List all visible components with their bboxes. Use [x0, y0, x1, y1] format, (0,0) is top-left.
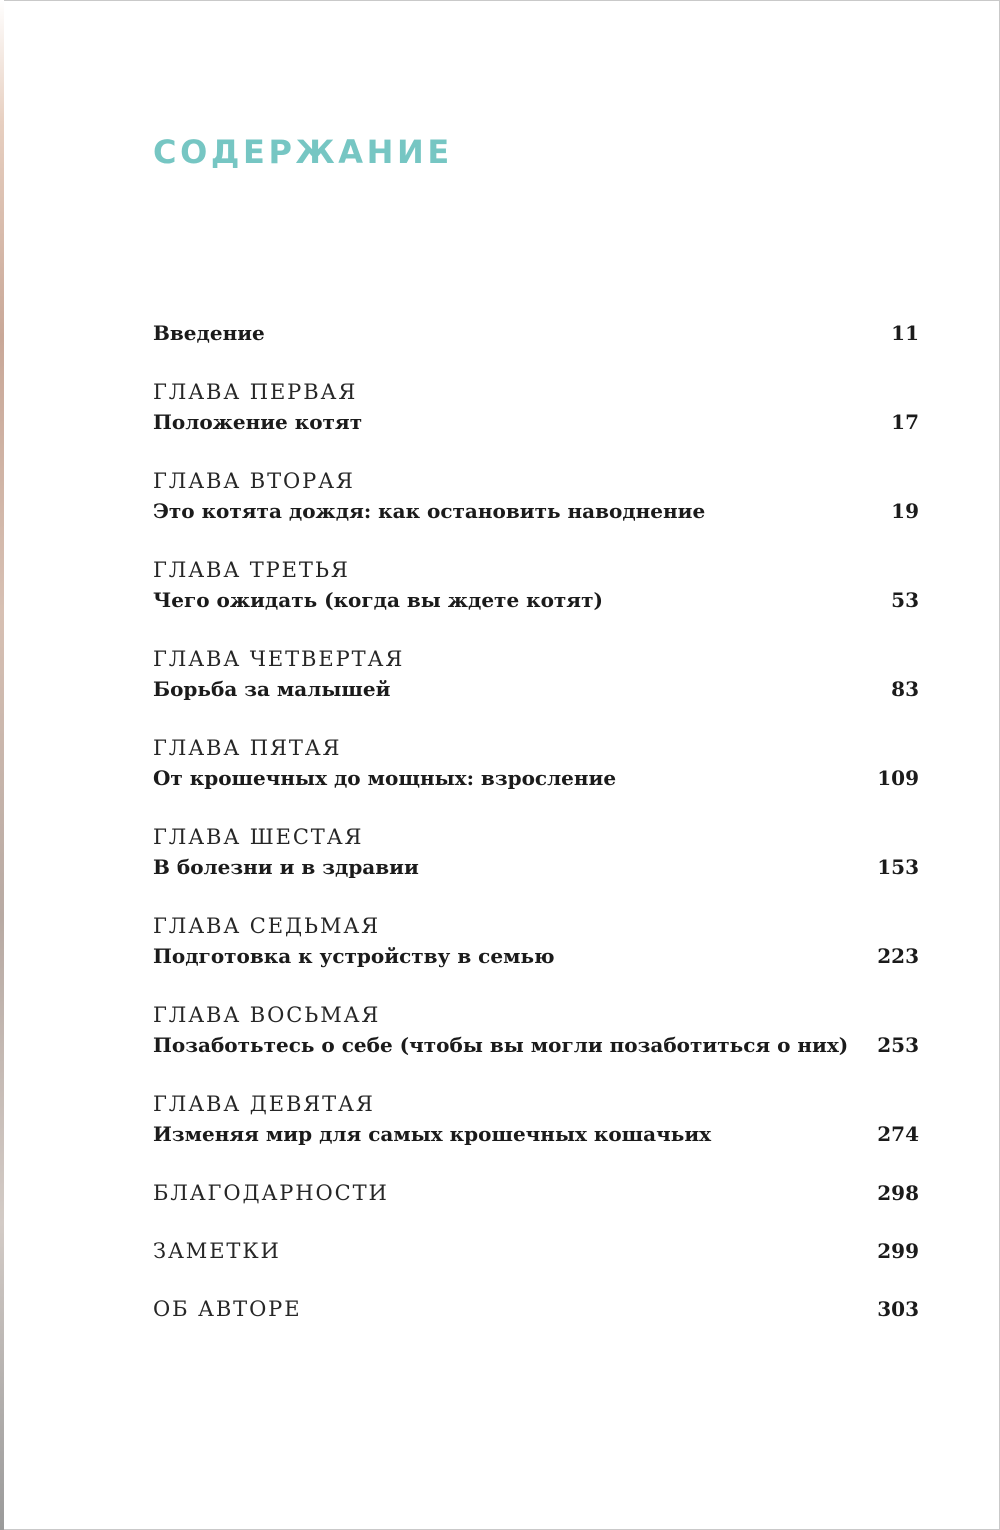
toc-page-number: 83	[891, 677, 919, 701]
table-of-contents	[153, 318, 919, 1352]
chapter-heading: ГЛАВА ТРЕТЬЯ	[153, 558, 350, 582]
chapter-heading: ГЛАВА ШЕСТАЯ	[153, 825, 364, 849]
toc-page-number: 19	[891, 499, 919, 523]
toc-entry-chapter-2[interactable]	[153, 466, 919, 526]
toc-entry-notes[interactable]	[153, 1236, 919, 1266]
toc-page-number: 53	[891, 588, 919, 612]
chapter-heading: ГЛАВА СЕДЬМАЯ	[153, 914, 381, 938]
chapter-heading: ГЛАВА ЧЕТВЕРТАЯ	[153, 647, 405, 671]
toc-page-number: 109	[877, 766, 919, 790]
toc-page-number: 223	[877, 944, 919, 968]
toc-page-number: 274	[877, 1122, 919, 1146]
chapter-title: Подготовка к устройству в семью	[153, 944, 555, 968]
toc-page-number: 299	[877, 1239, 919, 1263]
chapter-title: В болезни и в здравии	[153, 855, 419, 879]
toc-page-number: 11	[891, 321, 919, 345]
toc-page-number: 303	[877, 1297, 919, 1321]
toc-entry-title: ЗАМЕТКИ	[153, 1239, 281, 1263]
chapter-heading: ГЛАВА ВОСЬМАЯ	[153, 1003, 381, 1027]
chapter-heading: ГЛАВА ВТОРАЯ	[153, 469, 355, 493]
toc-entry-about-author[interactable]	[153, 1294, 919, 1324]
toc-entry-title: БЛАГОДАРНОСТИ	[153, 1181, 389, 1205]
toc-entry-chapter-9[interactable]	[153, 1089, 919, 1149]
toc-entry-chapter-4[interactable]	[153, 644, 919, 704]
toc-entry-chapter-7[interactable]	[153, 911, 919, 971]
chapter-title: Положение котят	[153, 410, 363, 434]
page-edge	[0, 0, 4, 1530]
toc-entry-introduction[interactable]	[153, 318, 919, 348]
toc-page-number: 298	[877, 1181, 919, 1205]
toc-entry-chapter-6[interactable]	[153, 822, 919, 882]
toc-page-number: 17	[891, 410, 919, 434]
toc-entry-chapter-1[interactable]	[153, 377, 919, 437]
chapter-title: Это котята дождя: как остановить наводнение	[153, 499, 706, 523]
page-title: СОДЕРЖАНИЕ	[153, 133, 453, 171]
toc-entry-title: Введение	[153, 321, 265, 345]
toc-entry-chapter-5[interactable]	[153, 733, 919, 793]
toc-page-number: 153	[877, 855, 919, 879]
chapter-heading: ГЛАВА ДЕВЯТАЯ	[153, 1092, 375, 1116]
chapter-heading: ГЛАВА ПЯТАЯ	[153, 736, 342, 760]
toc-entry-acknowledgements[interactable]	[153, 1178, 919, 1208]
toc-entry-chapter-3[interactable]	[153, 555, 919, 615]
chapter-heading: ГЛАВА ПЕРВАЯ	[153, 380, 358, 404]
chapter-title: Борьба за малышей	[153, 677, 391, 701]
toc-entry-title: ОБ АВТОРЕ	[153, 1297, 302, 1321]
chapter-title: От крошечных до мощных: взросление	[153, 766, 617, 790]
toc-entry-chapter-8[interactable]	[153, 1000, 919, 1060]
chapter-title: Чего ожидать (когда вы ждете котят)	[153, 588, 603, 612]
chapter-title: Позаботьтесь о себе (чтобы вы могли позаботиться о них)	[153, 1033, 849, 1057]
toc-page-number: 253	[877, 1033, 919, 1057]
chapter-title: Изменяя мир для самых крошечных кошачьих	[153, 1122, 712, 1146]
